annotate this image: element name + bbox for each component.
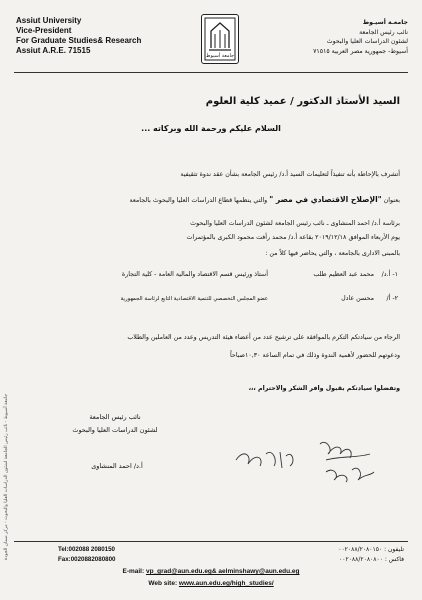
paragraph-invite: ودعوتهم للحضور لأهمية الندوة وذلك في تمام الساعة ١٠,٣٠صباحاً: [230, 352, 400, 359]
footer-tel-ar: تليفون : ٠٠٢٠٨٨/٢٠٨٠١٥٠: [338, 546, 404, 553]
signature-subtitle: لشئون الدراسات العليا والبحوث: [72, 426, 158, 434]
speaker-number: ١- أ.د/: [381, 271, 398, 278]
paragraph-date: يوم الأربعاء الموافق ٢٠١٩/١٢/١٨ بقاعة أ.د/ محمد رأفت محمود الكبرى بالمؤتمرات: [186, 234, 400, 241]
footer-website: [0, 580, 422, 587]
website-label: Web site:: [148, 580, 178, 587]
header-ar-line: أسيوط- جمهورية مصر العربية ٧١٥١٥: [313, 47, 408, 55]
signature-name: أ.د/ احمد المنشاوى: [91, 462, 143, 470]
paragraph-chair: برئاسة أ.د/ احمد المنشاوى ـ نائب رئيس الجامعة لشئون الدراسات العليا والبحوث: [190, 220, 400, 227]
signature-title: نائب رئيس الجامعة: [89, 413, 141, 421]
header-arabic: [243, 18, 408, 56]
header-ar-line: نائب رئيس الجامعة: [359, 28, 408, 36]
title-prefix: بعنوان: [383, 197, 400, 204]
paragraph-speakers-intro: بالمبنى الادارى بالجامعة ، والتي يحاضر فيها كلاً من :: [265, 250, 400, 257]
university-logo: [201, 14, 239, 64]
footer-divider: [14, 541, 408, 542]
paragraph-request: الرجاء من سيادتكم التكرم بالموافقة على ترشيح عدد من أعضاء هيئة التدريس وعدد من العاملين والطلاب: [127, 334, 400, 341]
handwritten-signature: [230, 430, 380, 485]
website-link[interactable]: www.aun.edu.eg/high_studies/: [178, 580, 274, 587]
speaker-name: محسن عادل: [341, 295, 374, 302]
header-en-line: Assiut A.R.E. 71515: [16, 46, 91, 55]
speaker-name: محمد عبد العظيم طلب: [313, 271, 374, 278]
header-en-line: For Graduate Studies& Research: [16, 36, 142, 45]
greeting: السلام عليكم ورحمة الله وبركاته ...: [141, 124, 281, 133]
university-logo-icon: [202, 15, 238, 63]
header-ar-line: جامعـة أسيـوط: [362, 19, 408, 26]
footer-fax-ar: فاكس : ٠٠٢٠٨٨/٢٠٨٠٨٠٠: [339, 556, 404, 563]
speaker-description: عضو المجلس التخصصي للتنمية الاقتصادية التابع لرئاسة الجمهورية: [120, 296, 268, 302]
speaker-description: أستاذ ورئيس قسم الاقتصاد والمالية العامة - كلية التجارة: [121, 271, 268, 278]
footer-email: [0, 568, 422, 575]
paragraph-title-line: [22, 195, 400, 205]
email-link[interactable]: vp_grad@aun.edu.eg& aelminshawy@aun.edu.eg: [145, 568, 300, 575]
header-divider: [14, 72, 408, 73]
logo-text: جامعة أسيوط: [205, 53, 235, 59]
header-english: [16, 16, 192, 56]
closing-line: وتفضلوا سيادتكم بقبول وافر الشكر والاحترام ،،،: [248, 385, 400, 392]
side-margin-note: جامعة أسيوط - نائب رئيس الجامعة لشئون الدراسات العليا والبحوث - مركز ضمان الجودة: [4, 393, 9, 560]
email-label: E-mail:: [122, 568, 145, 575]
recipient-line: السيد الأستاذ الدكتور / عميد كلية العلوم: [205, 96, 400, 107]
header-en-line: Vice-President: [16, 26, 72, 35]
speaker-number: ٢- أ/: [386, 295, 398, 302]
paragraph-intro: أتشرف بالإحاطة بأنه تنفيذاً لتعليمات السيد أ.د/ رئيس الجامعة بشأن عقد ندوة تثقيفية: [180, 171, 400, 178]
seminar-title: "الإصلاح الاقتصادي في مصر ": [269, 195, 382, 204]
speaker-row: [22, 271, 398, 278]
header-ar-line: لشئون الدراسات العليا والبحوث: [326, 38, 408, 45]
header-en-line: Assiut University: [16, 16, 82, 25]
title-suffix: والتي ينظمها قطاع الدراسات العليا والبحوث بالجامعة: [129, 197, 268, 204]
footer-tel-en: Tel:002088 2080150: [58, 546, 115, 553]
speaker-row: [22, 295, 398, 302]
footer-fax-en: Fax:0020882080800: [58, 556, 116, 563]
